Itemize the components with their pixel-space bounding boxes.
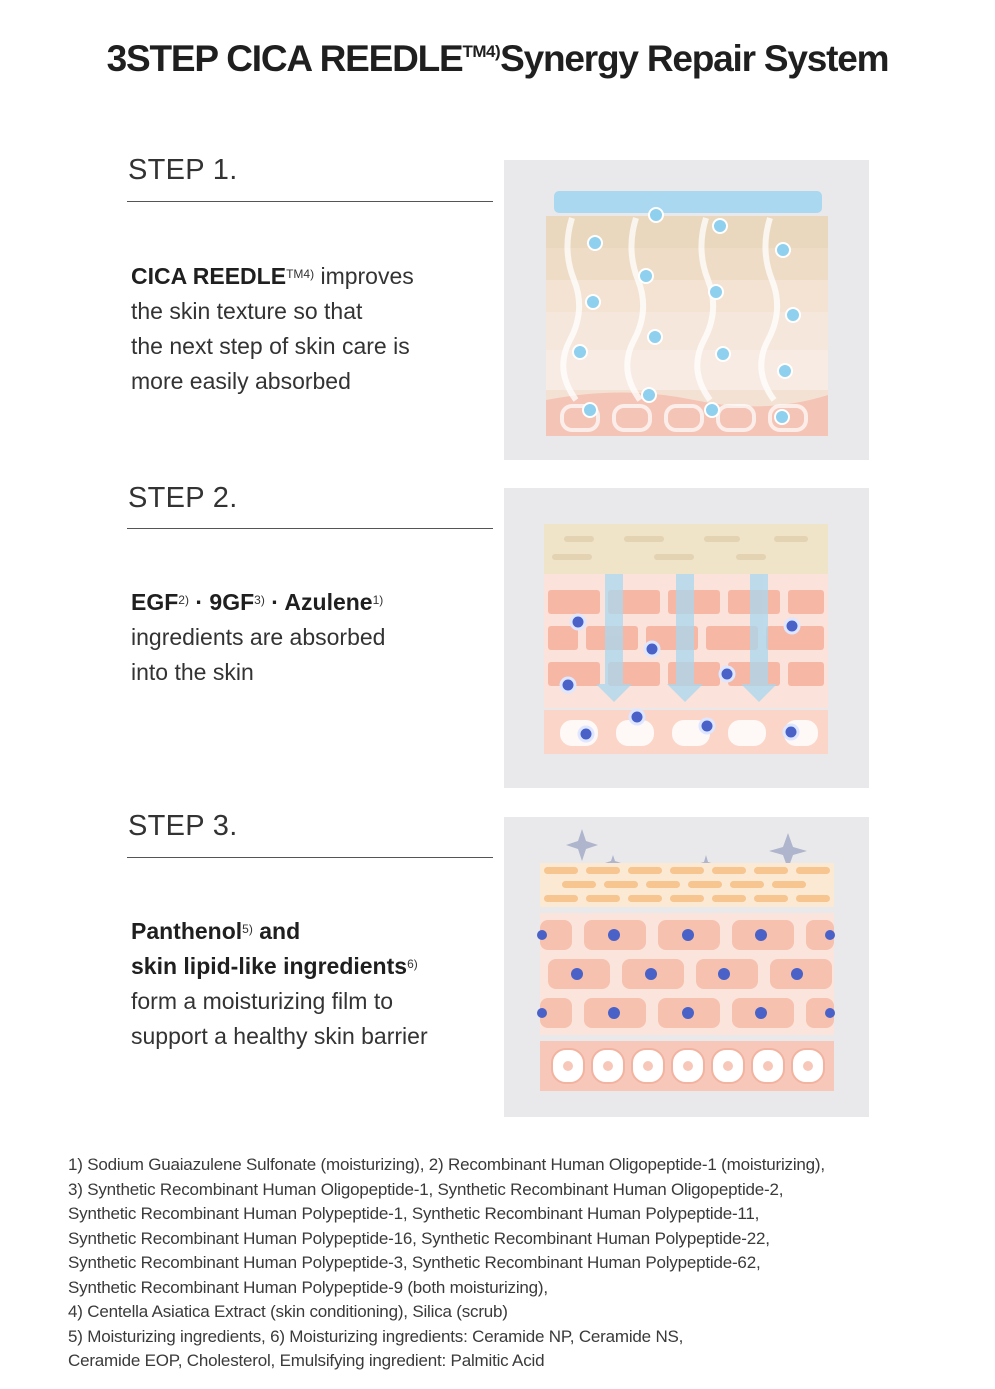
step-1-label: STEP 1. [128, 154, 238, 186]
ingredient-egf-sup: 2) [178, 593, 189, 607]
footnote-line: 5) Moisturizing ingredients, 6) Moisturizing ingredients: Ceramide NP, Ceramide NS, [68, 1326, 684, 1346]
step-1-description [131, 259, 414, 399]
separator-2: · [264, 589, 285, 615]
step-3-divider [127, 857, 493, 858]
step-1-illustration [504, 160, 869, 460]
title-rest: Synergy Repair System [500, 38, 889, 79]
step-3-sup-1: 5) [242, 922, 253, 936]
step-3-line-3: form a moisturizing film to [131, 988, 394, 1014]
title-main: 3STEP CICA REEDLE [106, 38, 463, 79]
footnote-line: Synthetic Recombinant Human Polypeptide-9 (both moisturizing), [68, 1277, 548, 1297]
step-3-sup-2: 6) [407, 957, 418, 971]
title-trademark: TM4) [462, 42, 501, 61]
skin-layer-illustration-3 [504, 817, 869, 1117]
step-2-line-2: ingredients are absorbed [131, 624, 386, 650]
step-3-bold-panthenol: Panthenol [131, 918, 243, 944]
step-3-bold-and: and [252, 918, 301, 944]
separator-1: · [188, 589, 210, 615]
step-1-bold-term: CICA REEDLE [131, 263, 287, 289]
step-2-line-3: into the skin [131, 659, 254, 685]
ingredient-9gf-sup: 3) [254, 593, 265, 607]
footnote-line: Synthetic Recombinant Human Polypeptide-16, Synthetic Recombinant Human Polypeptide-22, [68, 1228, 770, 1248]
step-3-label: STEP 3. [128, 810, 238, 842]
footnote-line: Synthetic Recombinant Human Polypeptide-1, Synthetic Recombinant Human Polypeptide-11, [68, 1204, 760, 1223]
step-3-bold-lipid: skin lipid-like ingredients [131, 953, 408, 979]
step-3-description [131, 914, 428, 1054]
step-2-header [127, 482, 493, 515]
skin-layer-illustration-2 [504, 488, 869, 788]
footnotes [68, 1153, 825, 1374]
step-1-line-2: the skin texture so that [131, 298, 363, 324]
ingredient-egf: EGF [131, 589, 179, 615]
ingredient-azulene-sup: 1) [372, 593, 384, 607]
skin-layer-illustration-1 [504, 160, 869, 460]
step-1-line-3: the next step of skin care is [131, 333, 410, 359]
step-2-label: STEP 2. [128, 482, 238, 514]
footnote-line: 4) Centella Asiatica Extract (skin conditioning), Silica (scrub) [68, 1302, 508, 1321]
step-1-divider [127, 201, 493, 202]
step-3-illustration [504, 817, 869, 1117]
step-3-header [127, 810, 493, 843]
step-3-line-4: support a healthy skin barrier [131, 1023, 428, 1049]
footnote-line: Ceramide EOP, Cholesterol, Emulsifying ingredient: Palmitic Acid [68, 1351, 545, 1370]
page-title [0, 38, 995, 80]
step-1-header [127, 154, 493, 187]
ingredient-azulene: Azulene [284, 589, 373, 615]
step-2-description [131, 585, 385, 690]
step-2-divider [127, 528, 493, 529]
footnote-line: Synthetic Recombinant Human Polypeptide-3, Synthetic Recombinant Human Polypeptide-62, [68, 1253, 761, 1272]
step-1-sup: TM4) [286, 267, 315, 281]
ingredient-9gf: 9GF [209, 589, 255, 615]
moisture-film [554, 191, 822, 213]
step-1-line-4: more easily absorbed [131, 368, 351, 394]
step-1-line-1: improves [314, 263, 414, 289]
footnote-line: 3) Synthetic Recombinant Human Oligopeptide-1, Synthetic Recombinant Human Oligopeptide-2, [68, 1179, 784, 1199]
step-2-illustration [504, 488, 869, 788]
footnote-line: 1) Sodium Guaiazulene Sulfonate (moisturizing), 2) Recombinant Human Oligopeptide-1 (moisturizing), [68, 1155, 825, 1174]
